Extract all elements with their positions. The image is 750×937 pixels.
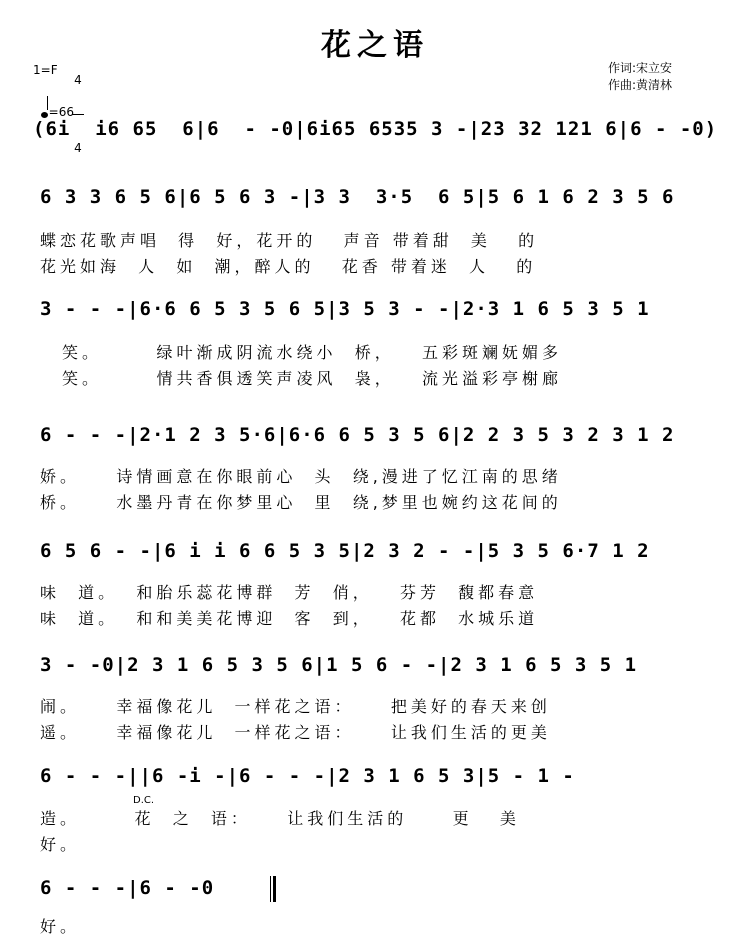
lyric-line-2b: 花光如海 人 如 潮，醉人的 花香 带着迷 人 的 <box>40 257 537 276</box>
notation-line-7: 6 - - -||6 -i -|6 - - -|2 3 1 6 5 3|5 - 1 - <box>40 765 575 787</box>
time-signature-bottom: 4 <box>74 141 82 155</box>
lyric-line-6a: 闹。 幸福像花儿 一样花之语： 把美好的春天来创 <box>40 697 551 716</box>
composer-credit: 作曲:黄清林 <box>608 78 673 92</box>
lyricist-credit: 作词:宋立安 <box>608 61 673 75</box>
lyric-line-2a: 蝶恋花歌声唱 得 好，花开的 声音 带着甜 美 的 <box>40 231 539 250</box>
final-barline <box>270 876 276 902</box>
lyric-line-4b: 桥。 水墨丹青在你梦里心 里 绕,梦里也婉约这花间的 <box>40 493 562 512</box>
lyric-line-5a: 味 道。 和胎乐蕊花博群 芳 俏， 芬芳 馥都春意 <box>40 583 539 602</box>
tempo-marking <box>33 88 74 119</box>
lyric-line-5b: 味 道。 和和美美花博迎 客 到， 花都 水城乐道 <box>40 609 539 628</box>
lyric-line-8a: 好。 <box>40 917 81 936</box>
lyric-line-3a: 笑。 绿叶渐成阴流水绕小 桥， 五彩斑斓妩媚多 <box>62 343 562 362</box>
da-capo-mark: D.C. <box>133 795 155 806</box>
lyric-line-4a: 娇。 诗情画意在你眼前心 头 绕,漫进了忆江南的思绪 <box>40 467 562 486</box>
notation-line-8: 6 - - -|6 - -0 <box>40 877 215 899</box>
lyric-line-3b: 笑。 情共香俱透笑声凌风 袅， 流光溢彩亭榭廊 <box>62 369 562 388</box>
song-title: 花之语 <box>321 28 429 63</box>
lyric-line-7a: 造。 花 之 语： 让我们生活的 更 美 <box>40 809 520 828</box>
lyric-line-7b: 好。 <box>40 835 81 854</box>
time-signature-top: 4 <box>74 73 82 87</box>
notation-line-4: 6 - - -|2·1 2 3 5·6|6·6 6 5 3 5 6|2 2 3 5 3 2 3 1 2 <box>40 424 675 446</box>
notation-line-5: 6 5 6 - -|6 i i 6 6 5 3 5|2 3 2 - -|5 3 5 6·7 1 2 <box>40 540 650 562</box>
notation-line-3: 3 - - -|6·6 6 5 3 5 6 5|3 5 3 - -|2·3 1 6 5 3 5 1 <box>40 298 650 320</box>
tempo-value: =66 <box>48 105 74 119</box>
note-stem-icon <box>47 96 48 110</box>
notation-line-6: 3 - -0|2 3 1 6 5 3 5 6|1 5 6 - -|2 3 1 6 5 3 5 1 <box>40 654 638 676</box>
key-signature: 1=F <box>33 63 58 77</box>
notation-line-1: (6i i6 65 6|6 - -0|6i65 6535 3 -|23 32 121 6|6 - -0) <box>33 118 718 140</box>
notation-line-2: 6 3 3 6 5 6|6 5 6 3 -|3 3 3·5 6 5|5 6 1 6 2 3 5 6 <box>40 186 675 208</box>
lyric-line-6b: 遥。 幸福像花儿 一样花之语： 让我们生活的更美 <box>40 723 551 742</box>
